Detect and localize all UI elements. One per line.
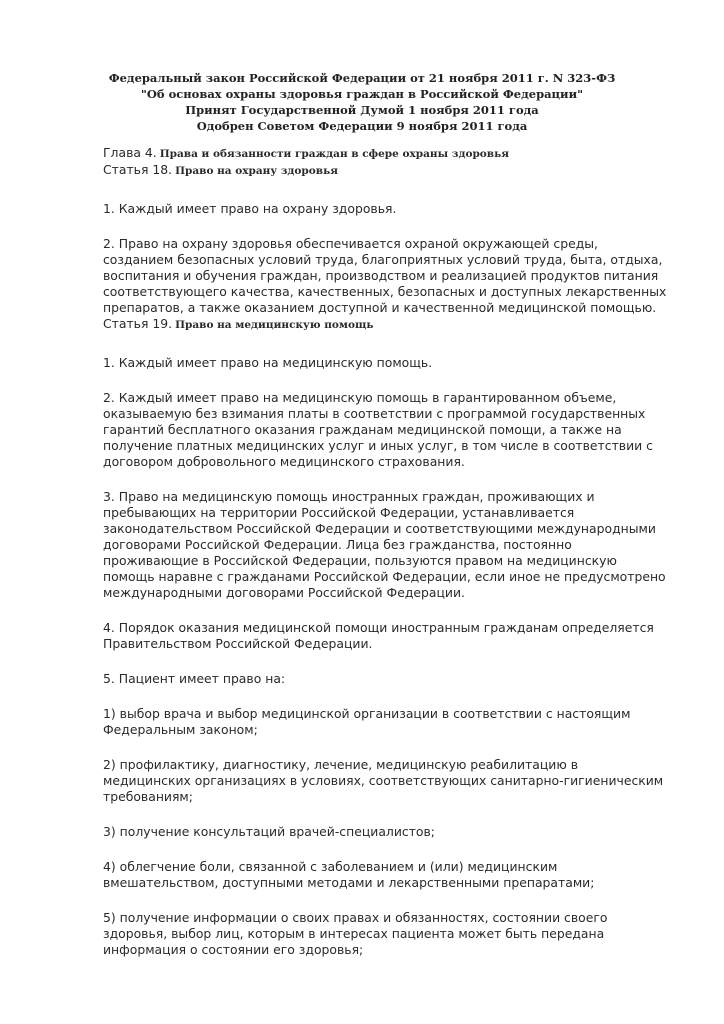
text-line: соответствующего качества, качественных, безопасных и доступных лекарственных [103, 284, 667, 299]
text-line: проживающие в Российской Федерации, пользуются правом на медицинскую [103, 553, 617, 568]
text-line: 3. Право на медицинскую помощь иностранных граждан, проживающих и [103, 489, 595, 504]
article-18-heading [103, 162, 683, 179]
text-line: гарантий бесплатного оказания гражданам медицинской помощи, а также на [103, 422, 622, 437]
text-line: созданием безопасных условий труда, благоприятных условий труда, быта, отдыха, [103, 252, 663, 267]
article-19-paragraph-1 [103, 355, 683, 371]
text-line: здоровья, выбор лиц, которым в интересах пациента может быть передана [103, 926, 605, 941]
text-line: Правительством Российской Федерации. [103, 636, 373, 651]
article-title: Право на медицинскую помощь [175, 319, 374, 331]
article-19-paragraph-2 [103, 390, 683, 470]
text-line: 2. Право на охрану здоровья обеспечивается охраной окружающей среды, [103, 236, 598, 251]
text-line: воспитания и обучения граждан, производством и реализацией продуктов питания [103, 268, 659, 283]
text-line: 5. Пациент имеет право на: [103, 671, 286, 686]
list-item-3 [103, 824, 683, 840]
text-line: требованиям; [103, 789, 193, 804]
text-line: международными договорами Российской Федерации. [103, 585, 465, 600]
text-line: 1) выбор врача и выбор медицинской организации в соответствии с настоящим [103, 706, 631, 721]
text-line: 4) облегчение боли, связанной с заболеванием и (или) медицинским [103, 859, 558, 874]
article-18-paragraph-2 [103, 236, 683, 333]
header-line: Федеральный закон Российской Федерации от 21 ноября 2011 г. N 323-ФЗ [108, 71, 616, 85]
header-line: Принят Государственной Думой 1 ноября 2011 года [185, 103, 539, 117]
text-line: препаратов, а также оказанием доступной и качественной медицинской помощью. [103, 300, 657, 315]
text-line: оказываемую без взимания платы в соответствии с программой государственных [103, 406, 646, 421]
text-line: 1. Каждый имеет право на охрану здоровья. [103, 201, 397, 216]
chapter-title: Права и обязанности граждан в сфере охраны здоровья [159, 148, 509, 160]
text-line: информация о состоянии его здоровья; [103, 942, 364, 957]
article-19-paragraph-5 [103, 671, 683, 687]
text-line: пребывающих на территории Российской Федерации, устанавливается [103, 505, 575, 520]
text-line: помощь наравне с гражданами Российской Федерации, если иное не предусмотрено [103, 569, 666, 584]
header-line: Одобрен Советом Федерации 9 ноября 2011 года [196, 119, 528, 133]
header-line: "Об основах охраны здоровья граждан в Российской Федерации" [140, 87, 584, 101]
article-19-paragraph-3 [103, 489, 683, 601]
document-body [103, 145, 683, 958]
text-line: Федеральным законом; [103, 722, 258, 737]
text-line: медицинских организациях в условиях, соответствующих санитарно-гигиеническим [103, 773, 664, 788]
list-item-4 [103, 859, 683, 891]
text-line: 3) получение консультаций врачей-специалистов; [103, 824, 435, 839]
text-line: 5) получение информации о своих правах и обязанностях, состоянии своего [103, 910, 608, 925]
list-item-1 [103, 706, 683, 738]
text-line: договором добровольного медицинского страхования. [103, 454, 465, 469]
article-number: Статья 19. [103, 316, 173, 331]
text-line: 1. Каждый имеет право на медицинскую помощь. [103, 355, 433, 370]
text-line: получение платных медицинских услуг и иных услуг, в том числе в соответствии с [103, 438, 653, 453]
text-line: 2) профилактику, диагностику, лечение, медицинскую реабилитацию в [103, 757, 579, 772]
article-19-paragraph-4 [103, 620, 683, 652]
article-18-paragraph-1 [103, 201, 683, 217]
article-19-heading [103, 316, 683, 333]
text-line: законодательством Российской Федерации и соответствующими международными [103, 521, 656, 536]
text-line: 4. Порядок оказания медицинской помощи иностранным гражданам определяется [103, 620, 654, 635]
list-item-2 [103, 757, 683, 805]
list-item-5 [103, 910, 683, 958]
article-title: Право на охрану здоровья [175, 165, 338, 177]
law-header [60, 70, 664, 134]
article-number: Статья 18. [103, 162, 173, 177]
text-line: 2. Каждый имеет право на медицинскую помощь в гарантированном объеме, [103, 390, 617, 405]
text-line: договорами Российской Федерации. Лица без гражданства, постоянно [103, 537, 572, 552]
chapter-heading [103, 145, 683, 162]
text-line: вмешательством, доступными методами и лекарственными препаратами; [103, 875, 595, 890]
chapter-number: Глава 4. [103, 145, 157, 160]
